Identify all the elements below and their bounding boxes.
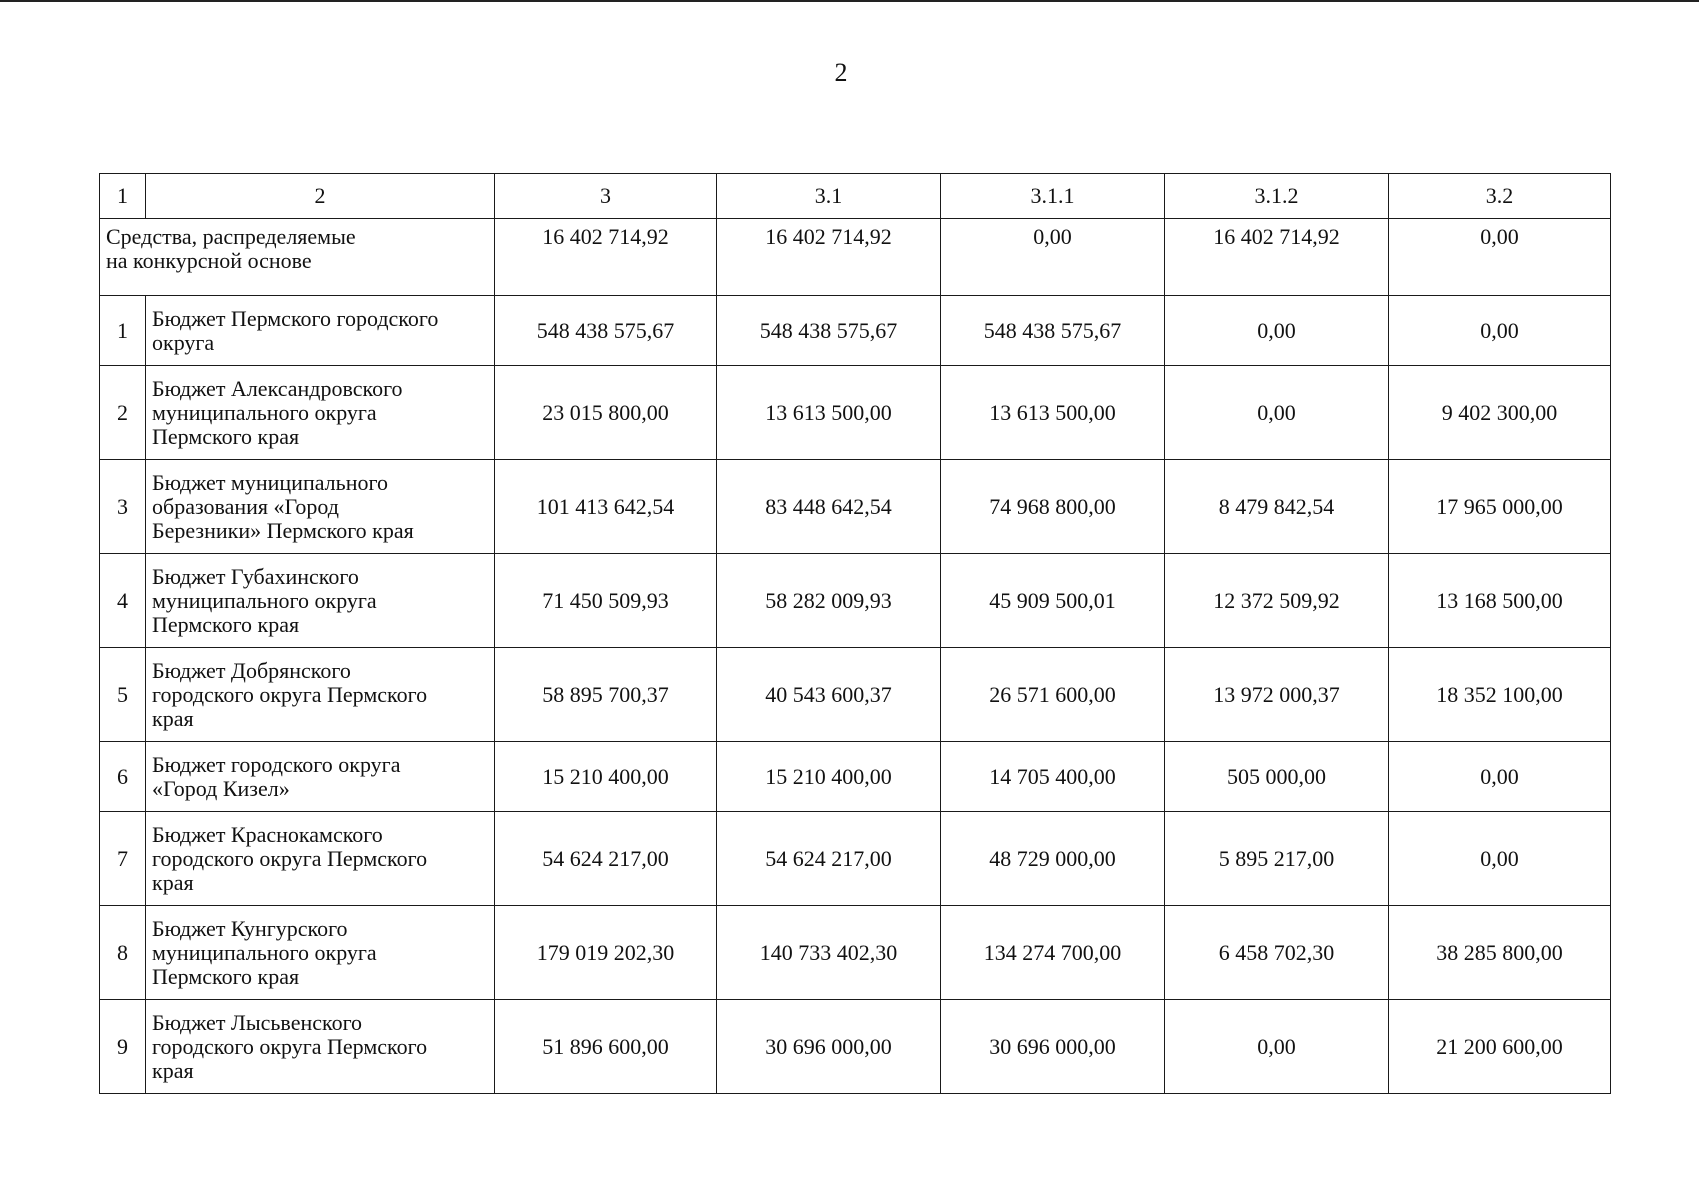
row-number: 9 <box>100 1000 146 1094</box>
value-cell: 101 413 642,54 <box>495 460 717 554</box>
competitive-label-line: Средства, распределяемые <box>106 224 356 249</box>
competitive-label-line: на конкурсной основе <box>106 248 312 273</box>
value-cell: 548 438 575,67 <box>495 296 717 366</box>
value-cell: 15 210 400,00 <box>495 742 717 812</box>
value-cell: 21 200 600,00 <box>1389 1000 1611 1094</box>
budget-name-line: Пермского края <box>152 423 300 449</box>
header-cell: 1 <box>100 174 146 219</box>
row-number: 7 <box>100 812 146 906</box>
budget-name <box>146 460 495 554</box>
value-cell: 48 729 000,00 <box>941 812 1165 906</box>
value-cell: 13 613 500,00 <box>941 366 1165 460</box>
budget-table <box>99 173 1611 1094</box>
budget-name-line: края <box>152 1057 194 1083</box>
competitive-row <box>100 219 1611 296</box>
row-number: 6 <box>100 742 146 812</box>
value-cell: 30 696 000,00 <box>717 1000 941 1094</box>
header-cell: 2 <box>146 174 495 219</box>
budget-name-line: муниципального округа <box>152 939 377 965</box>
row-number: 1 <box>100 296 146 366</box>
value-cell: 0,00 <box>941 219 1165 296</box>
value-cell: 0,00 <box>1389 742 1611 812</box>
table-row <box>100 812 1611 906</box>
header-cell: 3.1.2 <box>1165 174 1389 219</box>
value-cell: 505 000,00 <box>1165 742 1389 812</box>
row-number: 4 <box>100 554 146 648</box>
value-cell: 23 015 800,00 <box>495 366 717 460</box>
budget-name-line: Бюджет Добрянского <box>152 657 351 683</box>
budget-name-line: края <box>152 705 194 731</box>
table-row <box>100 906 1611 1000</box>
value-cell: 18 352 100,00 <box>1389 648 1611 742</box>
budget-name-line: муниципального округа <box>152 587 377 613</box>
row-number: 5 <box>100 648 146 742</box>
header-row <box>100 174 1611 219</box>
value-cell: 179 019 202,30 <box>495 906 717 1000</box>
value-cell: 16 402 714,92 <box>495 219 717 296</box>
budget-name-line: Бюджет муниципального <box>152 469 388 495</box>
value-cell: 13 613 500,00 <box>717 366 941 460</box>
header-cell: 3.1 <box>717 174 941 219</box>
value-cell: 54 624 217,00 <box>495 812 717 906</box>
budget-name <box>146 1000 495 1094</box>
header-cell: 3 <box>495 174 717 219</box>
row-number: 8 <box>100 906 146 1000</box>
value-cell: 6 458 702,30 <box>1165 906 1389 1000</box>
budget-name-line: городского округа Пермского <box>152 1033 428 1059</box>
table-row <box>100 648 1611 742</box>
header-cell: 3.2 <box>1389 174 1611 219</box>
table-row <box>100 366 1611 460</box>
value-cell: 134 274 700,00 <box>941 906 1165 1000</box>
value-cell: 74 968 800,00 <box>941 460 1165 554</box>
budget-name-line: Бюджет Александровского <box>152 375 403 401</box>
value-cell: 16 402 714,92 <box>717 219 941 296</box>
budget-name <box>146 742 495 812</box>
budget-name-line: Березники» Пермского края <box>152 517 414 543</box>
value-cell: 51 896 600,00 <box>495 1000 717 1094</box>
value-cell: 30 696 000,00 <box>941 1000 1165 1094</box>
table-row <box>100 1000 1611 1094</box>
page-number: 2 <box>834 58 848 87</box>
budget-name <box>146 554 495 648</box>
value-cell: 5 895 217,00 <box>1165 812 1389 906</box>
value-cell: 0,00 <box>1389 219 1611 296</box>
budget-name <box>146 296 495 366</box>
budget-name-line: образования «Город <box>152 493 339 519</box>
value-cell: 0,00 <box>1165 366 1389 460</box>
budget-name <box>146 648 495 742</box>
value-cell: 71 450 509,93 <box>495 554 717 648</box>
row-number: 3 <box>100 460 146 554</box>
value-cell: 16 402 714,92 <box>1165 219 1389 296</box>
value-cell: 58 895 700,37 <box>495 648 717 742</box>
competitive-label <box>100 219 495 296</box>
value-cell: 548 438 575,67 <box>941 296 1165 366</box>
value-cell: 40 543 600,37 <box>717 648 941 742</box>
value-cell: 17 965 000,00 <box>1389 460 1611 554</box>
value-cell: 13 972 000,37 <box>1165 648 1389 742</box>
value-cell: 13 168 500,00 <box>1389 554 1611 648</box>
budget-name-line: городского округа Пермского <box>152 845 428 871</box>
budget-name <box>146 366 495 460</box>
value-cell: 0,00 <box>1389 812 1611 906</box>
header-cell: 3.1.1 <box>941 174 1165 219</box>
budget-name-line: Бюджет Краснокамского <box>152 821 383 847</box>
table-row <box>100 554 1611 648</box>
row-number: 2 <box>100 366 146 460</box>
value-cell: 0,00 <box>1165 1000 1389 1094</box>
value-cell: 140 733 402,30 <box>717 906 941 1000</box>
budget-name-line: Бюджет Кунгурского <box>152 915 348 941</box>
budget-name <box>146 906 495 1000</box>
value-cell: 8 479 842,54 <box>1165 460 1389 554</box>
value-cell: 15 210 400,00 <box>717 742 941 812</box>
value-cell: 12 372 509,92 <box>1165 554 1389 648</box>
table-row <box>100 296 1611 366</box>
budget-name-line: Бюджет Лысьвенского <box>152 1009 363 1035</box>
value-cell: 0,00 <box>1389 296 1611 366</box>
value-cell: 38 285 800,00 <box>1389 906 1611 1000</box>
budget-name-line: Бюджет Пермского городского <box>152 305 439 331</box>
value-cell: 83 448 642,54 <box>717 460 941 554</box>
budget-name-line: Пермского края <box>152 963 300 989</box>
value-cell: 45 909 500,01 <box>941 554 1165 648</box>
value-cell: 548 438 575,67 <box>717 296 941 366</box>
table-row <box>100 460 1611 554</box>
value-cell: 54 624 217,00 <box>717 812 941 906</box>
budget-name-line: «Город Кизел» <box>152 775 290 801</box>
budget-name-line: Бюджет Губахинского <box>152 563 359 589</box>
value-cell: 0,00 <box>1165 296 1389 366</box>
budget-name-line: муниципального округа <box>152 399 377 425</box>
budget-name-line: края <box>152 869 194 895</box>
budget-name-line: Пермского края <box>152 611 300 637</box>
value-cell: 58 282 009,93 <box>717 554 941 648</box>
budget-name-line: округа <box>152 329 215 355</box>
budget-name <box>146 812 495 906</box>
value-cell: 14 705 400,00 <box>941 742 1165 812</box>
value-cell: 26 571 600,00 <box>941 648 1165 742</box>
table-row <box>100 742 1611 812</box>
budget-name-line: городского округа Пермского <box>152 681 428 707</box>
top-edge-line <box>0 0 1699 2</box>
value-cell: 9 402 300,00 <box>1389 366 1611 460</box>
budget-name-line: Бюджет городского округа <box>152 751 401 777</box>
